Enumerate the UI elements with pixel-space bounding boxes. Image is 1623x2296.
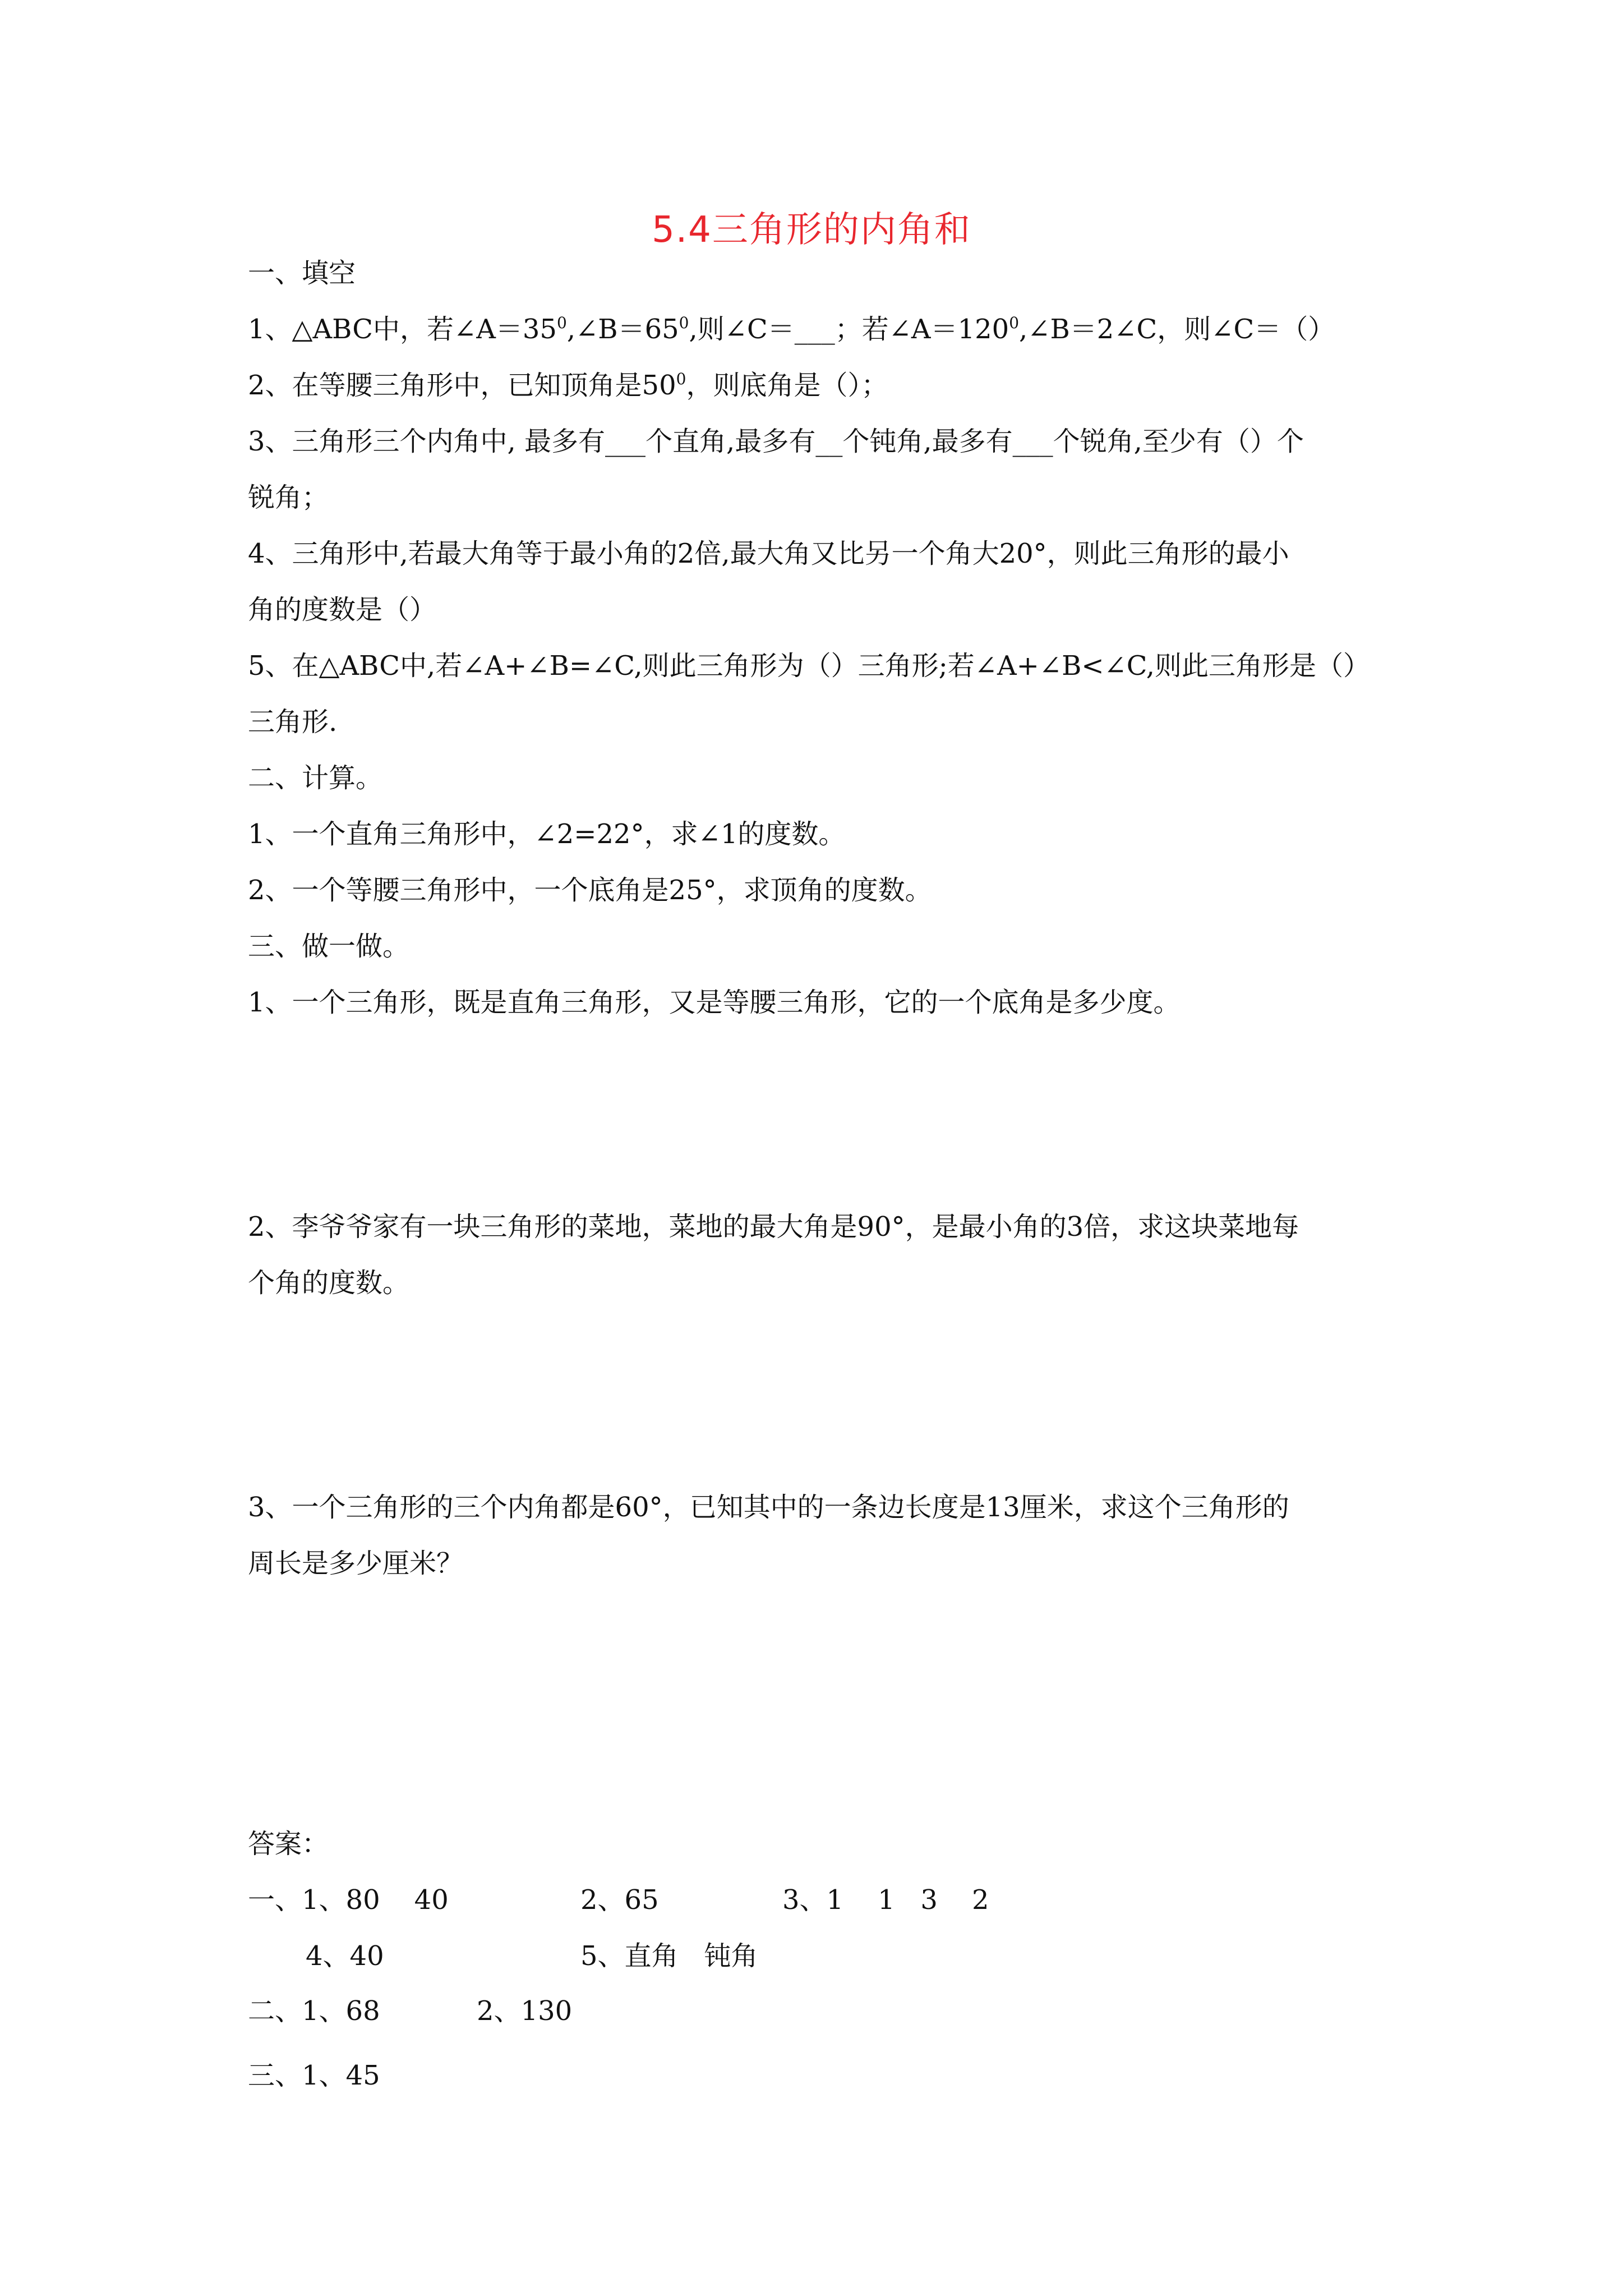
answer-2-2: 2、130 (477, 1995, 573, 2027)
question-1-1: 1、△ABC中，若$\angle A=35^0,\angle B=65^0$,则∠C＝___；若$\angle A=120^0,\angle B=2\angle C$，则∠C＝（） (248, 314, 1335, 345)
question-3-1: 1、一个三角形，既是直角三角形，又是等腰三角形，它的一个底角是多少度。 (248, 987, 1181, 1018)
answer-3-1: 三、1、45 (248, 2060, 380, 2091)
question-1-5-line1: 5、在△ABC中,若∠A+∠B=∠C,则此三角形为（）三角形;若∠A+∠B<∠C,则此三角形是（） (248, 650, 1371, 682)
question-2-1: 1、一个直角三角形中，∠2=22°，求∠1的度数。 (248, 818, 846, 850)
answer-1-4: 4、40 (306, 1940, 384, 1972)
question-3-3-line2: 周长是多少厘米？ (248, 1548, 464, 1579)
section-heading-calculate: 二、计算。 (248, 762, 383, 794)
answer-1-5: 5、直角 钝角 (580, 1940, 758, 1972)
question-3-2-line2: 个角的度数。 (248, 1267, 410, 1299)
answer-2-1: 二、1、68 (248, 1995, 380, 2027)
answer-1-1: 一、1、80 40 (248, 1884, 449, 1916)
question-3-2-line1: 2、李爷爷家有一块三角形的菜地，菜地的最大角是90°，是最小角的3倍，求这块菜地每 (248, 1211, 1299, 1243)
question-1-3-line2: 锐角； (248, 482, 329, 513)
question-2-2: 2、一个等腰三角形中，一个底角是25°，求顶角的度数。 (248, 875, 932, 906)
answers-heading: 答案： (248, 1828, 329, 1860)
question-3-3-line1: 3、一个三角形的三个内角都是60°，已知其中的一条边长度是13厘米，求这个三角形的 (248, 1492, 1289, 1523)
question-1-5-line2: 三角形. (248, 706, 338, 738)
section-heading-fill-blank: 一、填空 (248, 257, 356, 289)
question-1-4-line2: 角的度数是（） (248, 594, 437, 625)
question-1-2: 2、在等腰三角形中，已知顶角是$50^0$，则底角是（）； (248, 370, 888, 401)
page-title: 5.4三角形的内角和 (652, 209, 971, 251)
question-1-4-line1: 4、三角形中,若最大角等于最小角的2倍,最大角又比另一个角大20°，则此三角形的最小 (248, 538, 1289, 569)
answer-1-2: 2、65 (580, 1884, 659, 1916)
answer-1-3: 3、1 1 3 2 (782, 1884, 989, 1916)
question-1-3-line1: 3、三角形三个内角中, 最多有___个直角,最多有__个钝角,最多有___个锐角,至少有（）个 (248, 426, 1304, 457)
section-heading-practice: 三、做一做。 (248, 931, 410, 962)
